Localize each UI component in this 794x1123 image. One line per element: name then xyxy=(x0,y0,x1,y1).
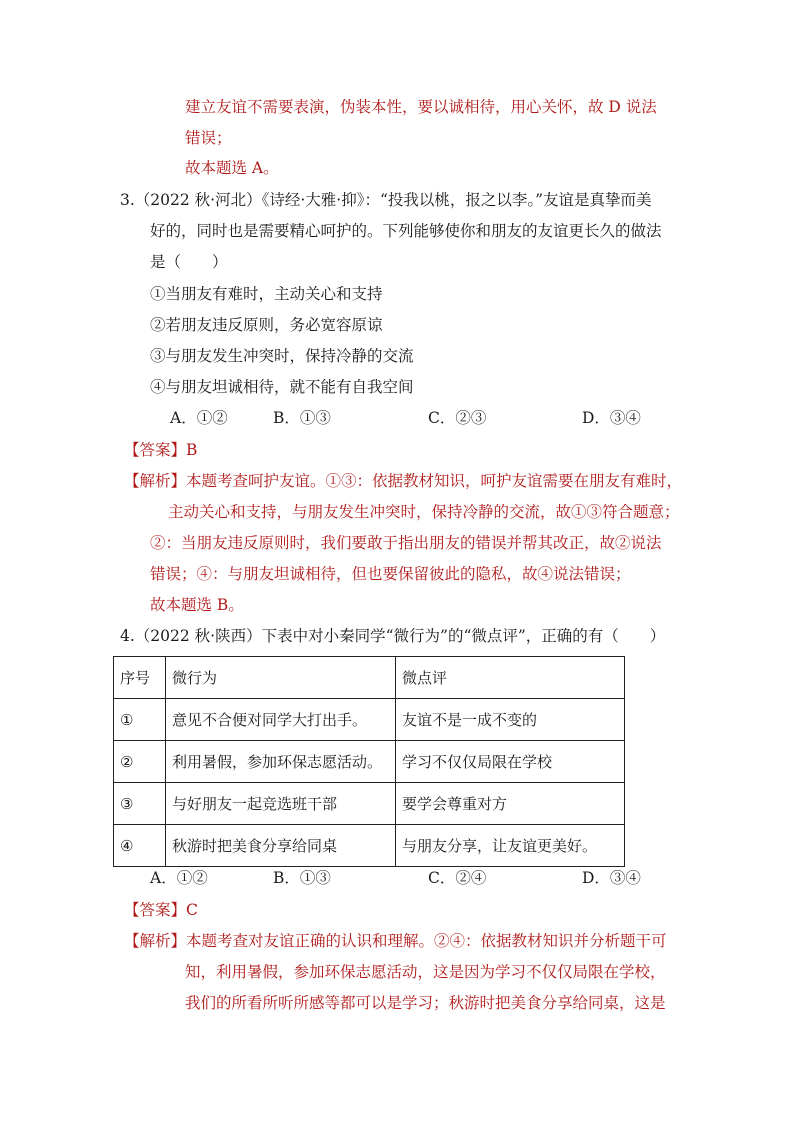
table-cell: 要学会尊重对方 xyxy=(396,783,625,825)
answer-label: 【答案】 xyxy=(124,441,187,459)
prev-conclusion: 故本题选 A。 xyxy=(185,159,279,177)
analysis-text: 本题考查对友谊正确的认识和理解。②④：依据教材知识并分析题干可 xyxy=(186,932,667,950)
table-row xyxy=(114,825,625,867)
q4-option-b: B．①③ xyxy=(273,869,331,887)
q3-item-1: ①当朋友有难时，主动关心和支持 xyxy=(150,285,383,303)
table-cell: 友谊不是一成不变的 xyxy=(396,699,625,741)
q3-analysis-line-3: ②：当朋友违反原则时，我们要敢于指出朋友的错误并帮其改正，故②说法 xyxy=(150,534,662,552)
answer-label: 【答案】 xyxy=(124,901,187,919)
q4-analysis-line-1 xyxy=(124,930,667,952)
q3-analysis-line-4: 错误；④：与朋友坦诚相待，但也要保留彼此的隐私，故④说法错误； xyxy=(150,565,631,583)
q4-table xyxy=(113,656,625,867)
q3-option-a: A．①② xyxy=(170,409,228,427)
table-cell: 秋游时把美食分享给同桌 xyxy=(166,825,396,867)
q3-option-d: D．③④ xyxy=(582,409,641,427)
q3-option-b: B．①③ xyxy=(273,409,331,427)
table-header-cell: 微行为 xyxy=(166,657,396,699)
q3-stem-line-2: 好的，同时也是需要精心呵护的。下列能够使你和朋友的友谊更长久的做法 xyxy=(150,222,662,240)
table-cell: 学习不仅仅局限在学校 xyxy=(396,741,625,783)
table-row xyxy=(114,783,625,825)
q3-stem-line-1: 3.（2022 秋·河北）《诗经·大雅·抑》：“投我以桃，报之以李。”友谊是真挚而美 xyxy=(120,191,652,209)
q3-analysis-line-1 xyxy=(124,470,682,492)
q4-option-a: A．①② xyxy=(150,869,208,887)
q4-analysis-line-2: 知，利用暑假，参加环保志愿活动，这是因为学习不仅仅局限在学校， xyxy=(185,963,666,981)
table-cell: 与好朋友一起竞选班干部 xyxy=(166,783,396,825)
answer-value: B xyxy=(186,441,198,459)
table-row xyxy=(114,741,625,783)
q3-option-c: C．②③ xyxy=(428,409,487,427)
table-cell: ② xyxy=(114,741,166,783)
q3-item-4: ④与朋友坦诚相待，就不能有自我空间 xyxy=(150,378,414,396)
analysis-label: 【解析】 xyxy=(124,932,187,950)
table-cell: 与朋友分享，让友谊更美好。 xyxy=(396,825,625,867)
q3-stem-line-3: 是（ ） xyxy=(150,253,228,271)
q3-analysis-line-2: 主动关心和支持，与朋友发生冲突时，保持冷静的交流，故①③符合题意； xyxy=(168,503,680,521)
q4-option-c: C．②④ xyxy=(428,869,487,887)
q3-answer xyxy=(124,439,197,461)
prev-analysis-line-2: 错误； xyxy=(185,129,232,147)
table-cell: ④ xyxy=(114,825,166,867)
q4-answer xyxy=(124,899,198,921)
q3-item-3: ③与朋友发生冲突时，保持冷静的交流 xyxy=(150,347,414,365)
table-cell: 意见不合便对同学大打出手。 xyxy=(166,699,396,741)
table-cell: ③ xyxy=(114,783,166,825)
q3-item-2: ②若朋友违反原则，务必宽容原谅 xyxy=(150,316,383,334)
q4-analysis-line-3: 我们的所看所听所感等都可以是学习；秋游时把美食分享给同桌，这是 xyxy=(185,994,666,1012)
q4-stem: 4.（2022 秋·陕西）下表中对小秦同学“微行为”的“微点评”，正确的有（ ） xyxy=(120,627,666,645)
analysis-text: 本题考查呵护友谊。①③：依据教材知识，呵护友谊需要在朋友有难时， xyxy=(186,472,683,490)
analysis-label: 【解析】 xyxy=(124,472,187,490)
answer-value: C xyxy=(186,901,198,919)
prev-analysis-line-1: 建立友谊不需要表演，伪装本性，要以诚相待，用心关怀，故 D 说法 xyxy=(185,98,657,116)
table-header-row xyxy=(114,657,625,699)
q3-conclusion: 故本题选 B。 xyxy=(150,596,244,614)
table-cell: ① xyxy=(114,699,166,741)
table-header-cell: 序号 xyxy=(114,657,166,699)
table-header-cell: 微点评 xyxy=(396,657,625,699)
table-cell: 利用暑假，参加环保志愿活动。 xyxy=(166,741,396,783)
table-row xyxy=(114,699,625,741)
q4-option-d: D．③④ xyxy=(582,869,641,887)
